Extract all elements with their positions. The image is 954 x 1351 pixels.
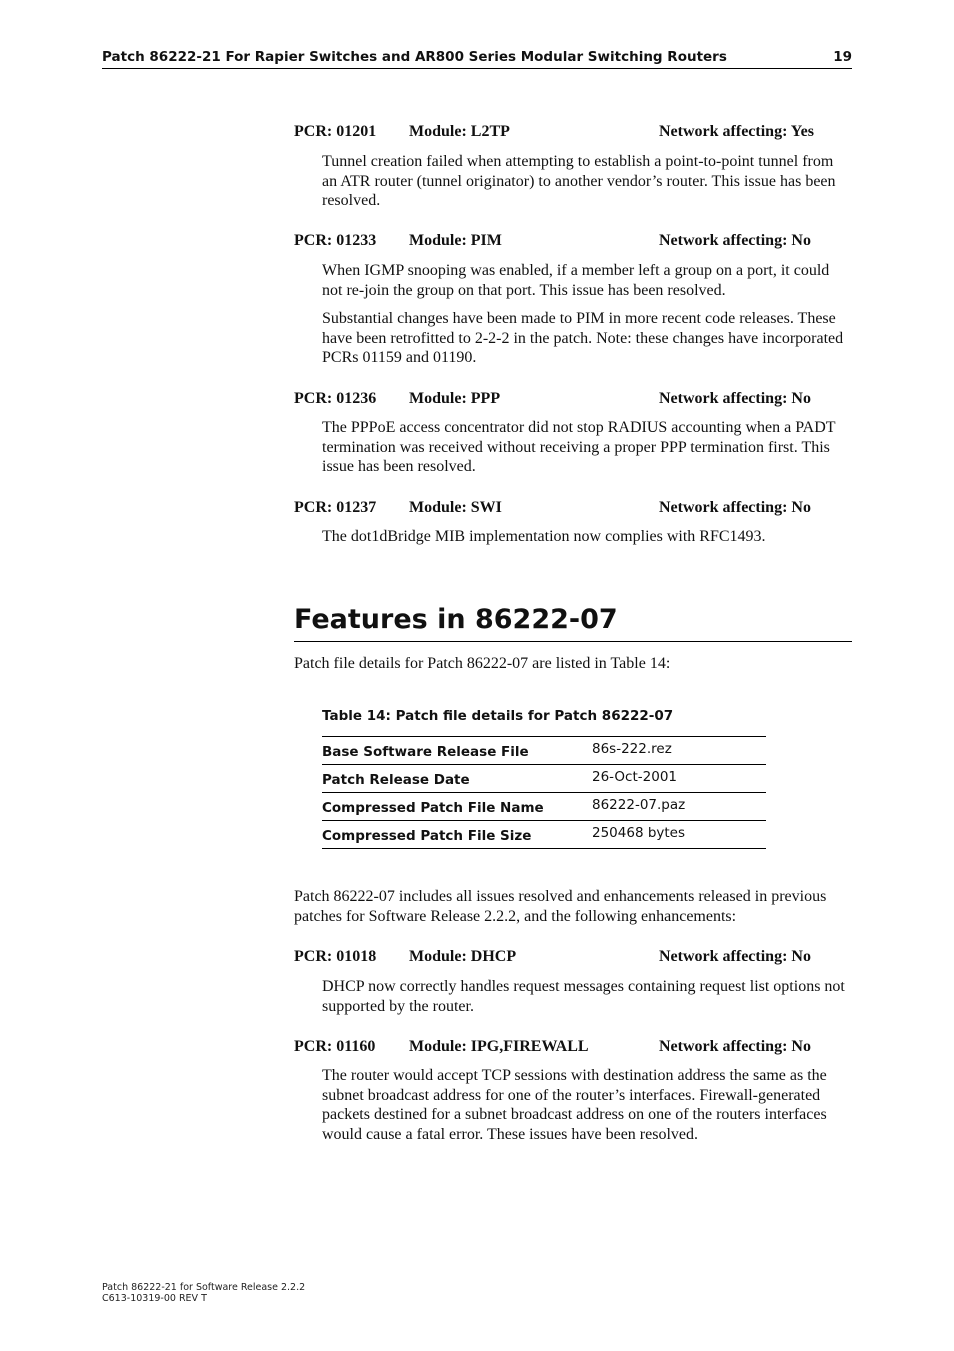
pcr-network-affecting: Network affecting: No	[659, 390, 811, 407]
pcr-description: Substantial changes have been made to PIM in more recent code releases. These have been retrofitted to 2-2-2 in the patch. Note: these changes have incorporated PCRs 01159 and 01190.	[322, 310, 844, 366]
pcr-heading	[294, 390, 854, 410]
pcr-heading	[294, 499, 854, 519]
table-key: Compressed Patch File Size	[322, 821, 592, 849]
pcr-network-affecting: Network affecting: No	[659, 1038, 811, 1055]
pcr-heading	[294, 123, 854, 143]
pcr-description: Tunnel creation failed when attempting to establish a point-to-point tunnel from an ATR router (tunnel originator) to another vendor’s router. This issue has been resolved.	[322, 153, 836, 209]
table-row	[322, 821, 766, 849]
pcr-number: PCR: 01236	[294, 390, 377, 407]
table-value: 86s-222.rez	[592, 737, 766, 765]
pcr-description: The router would accept TCP sessions with destination address the same as the subnet broadcast address for one of the router’s interfaces. Firewall-generated packets destined for a subnet broadcast address on one of the routers interfaces would cause a fatal error. These issues have been resolved.	[322, 1067, 827, 1143]
table-row	[322, 765, 766, 793]
pcr-description: When IGMP snooping was enabled, if a member left a group on a port, it could not re-join the group on that port. This issue has been resolved.	[322, 262, 830, 299]
section-heading: Features in 86222-07	[294, 602, 852, 642]
table-row	[322, 737, 766, 765]
table-key: Compressed Patch File Name	[322, 793, 592, 821]
pcr-module: Module: DHCP	[409, 948, 517, 965]
pcr-network-affecting: Network affecting: No	[659, 232, 811, 249]
patch-details-table	[322, 736, 766, 849]
table-row	[322, 793, 766, 821]
footer-doc-number: C613-10319-00 REV T	[102, 1293, 207, 1304]
page-footer	[102, 1282, 305, 1304]
table-value: 26-Oct-2001	[592, 765, 766, 793]
table-value: 86222-07.paz	[592, 793, 766, 821]
section-summary: Patch 86222-07 includes all issues resolved and enhancements released in previous patches for Software Release 2.2.2, and the following enhancements:	[294, 888, 827, 925]
pcr-number: PCR: 01018	[294, 948, 377, 965]
table-key: Patch Release Date	[322, 765, 592, 793]
pcr-description: The dot1dBridge MIB implementation now complies with RFC1493.	[322, 528, 766, 545]
pcr-network-affecting: Network affecting: Yes	[659, 123, 814, 140]
page-header	[102, 47, 852, 69]
pcr-module: Module: IPG,FIREWALL	[409, 1038, 589, 1055]
pcr-heading	[294, 948, 854, 968]
pcr-network-affecting: Network affecting: No	[659, 499, 811, 516]
pcr-number: PCR: 01233	[294, 232, 377, 249]
table-key: Base Software Release File	[322, 737, 592, 765]
table-caption: Table 14: Patch file details for Patch 86222-07	[322, 708, 674, 724]
pcr-module: Module: L2TP	[409, 123, 510, 140]
footer-release: Patch 86222-21 for Software Release 2.2.2	[102, 1282, 306, 1293]
pcr-number: PCR: 01160	[294, 1038, 376, 1055]
pcr-heading	[294, 1038, 854, 1058]
pcr-module: Module: PPP	[409, 390, 501, 407]
pcr-network-affecting: Network affecting: No	[659, 948, 811, 965]
pcr-heading	[294, 232, 854, 252]
pcr-module: Module: SWI	[409, 499, 502, 516]
pcr-number: PCR: 01237	[294, 499, 377, 516]
pcr-number: PCR: 01201	[294, 123, 377, 140]
header-title: Patch 86222-21 For Rapier Switches and AR800 Series Modular Switching Routers	[102, 49, 727, 65]
pcr-description: DHCP now correctly handles request messages containing request list options not supported by the router.	[322, 978, 845, 1015]
pcr-description: The PPPoE access concentrator did not stop RADIUS accounting when a PADT termination was received without receiving a proper PPP termination first. This issue has been resolved.	[322, 419, 836, 475]
section-intro: Patch file details for Patch 86222-07 are listed in Table 14:	[294, 655, 671, 672]
page-number: 19	[833, 49, 852, 65]
table-value: 250468 bytes	[592, 821, 766, 849]
pcr-module: Module: PIM	[409, 232, 502, 249]
